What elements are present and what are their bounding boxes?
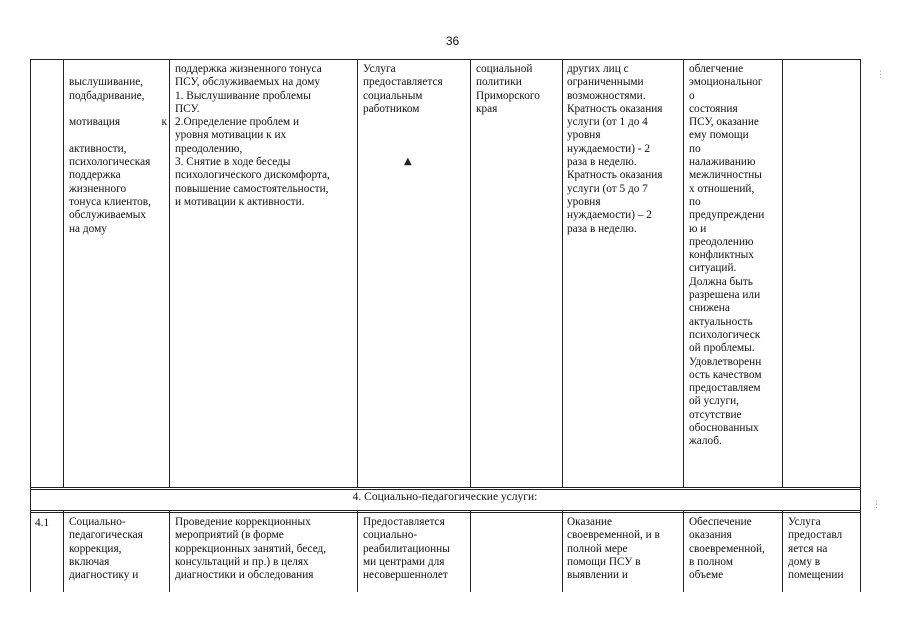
cell-conditions: Услуга предоставл яется на дому в помещении — [788, 516, 844, 582]
col-border-8 — [860, 59, 861, 592]
cell-service-name-part1: выслушивание, подбадривание, — [69, 76, 145, 102]
cell-quality-indicators: Обеспечение оказания своевременной, в полном объеме — [689, 516, 765, 582]
cell-service-name-justified-line: мотивация к — [69, 116, 167, 129]
page-number: 36 — [445, 34, 460, 48]
row-number: 4.1 — [35, 517, 50, 529]
row-separator-lower-2 — [30, 512, 861, 513]
cell-service-description: Проведение коррекционных мероприятий (в форме коррекционных занятий, бесед, консультаций и пр.) в целях диагностики и обследования — [175, 516, 327, 582]
cell-service-name: Социально- педагогическая коррекция, включая диагностику и — [69, 516, 143, 582]
cell-service-description-continued: поддержка жизненного тонуса ПСУ, обслуживаемых на дому 1. Выслушивание проблемы ПСУ. 2.Определение проблем и уровня мотивации к их преодолению, 3. Снятие в ходе беседы психологического дискомфорта, повышение самостоятельности, и мотивации к активности. — [175, 63, 330, 208]
cell-provider-continued: Услуга предоставляется социальным работником — [363, 63, 443, 115]
col-border-7-lower — [782, 511, 783, 592]
scan-edge-mark-right: ⋮ — [876, 70, 885, 80]
row-separator-upper — [30, 487, 861, 488]
col-border-6 — [683, 59, 684, 488]
cell-quality-indicators-continued: облегчение эмоциональног о состояния ПСУ, оказание ему помощи по налаживанию межличностны х отношений, по предупреждени ю и преодолению конфликтных ситуаций. Должна быть разрешена или снижена актуальность психологическ ой проблемы. Удовлетворенн ость качеством предоставляем ой услуги, отсутствие обосновaнных жалоб. — [689, 63, 765, 448]
scan-edge-mark-right-lower: ⋮ — [872, 500, 881, 510]
col-border-5 — [562, 59, 563, 488]
col-border-1 — [63, 59, 64, 488]
col-border-3-lower — [357, 511, 358, 592]
table-top-border — [30, 59, 861, 60]
section-title: 4. Социально-педагогические услуги: — [352, 491, 538, 503]
cell-authority-continued: социальной политики Приморского края — [476, 63, 540, 115]
col-border-0 — [30, 59, 31, 592]
cell-provider: Предоставляется социально- реабилитационны ми центрами для несовершеннолет — [363, 516, 450, 582]
row-separator-lower — [30, 510, 861, 511]
row-separator-upper-2 — [30, 489, 861, 490]
col-border-3 — [357, 59, 358, 488]
col-border-5-lower — [562, 511, 563, 592]
cell-service-name-continued — [69, 63, 167, 249]
cell-frequency: Оказание своевременной, и в полной мере помощи ПСУ в выявлении и — [567, 516, 660, 582]
col-border-2 — [169, 59, 170, 488]
col-border-4-lower — [470, 511, 471, 592]
cell-service-name-part2: активности, психологическая поддержка жизненного тонуса клиентов, обслуживаемых на дому — [69, 142, 151, 235]
col-border-4 — [470, 59, 471, 488]
cell-frequency-continued: других лиц с ограниченными возможностями. Кратность оказания услуги (от 1 до 4 уровня нуждаемости) - 2 раза в неделю. Кратность оказания услуги (от 5 до 7 уровня нуждаемости) – 2 раза в неделю. — [567, 63, 663, 235]
scan-speck: ▲ — [404, 156, 412, 167]
col-border-2-lower — [169, 511, 170, 592]
col-border-1-lower — [63, 511, 64, 592]
col-border-7 — [782, 59, 783, 488]
col-border-6-lower — [683, 511, 684, 592]
